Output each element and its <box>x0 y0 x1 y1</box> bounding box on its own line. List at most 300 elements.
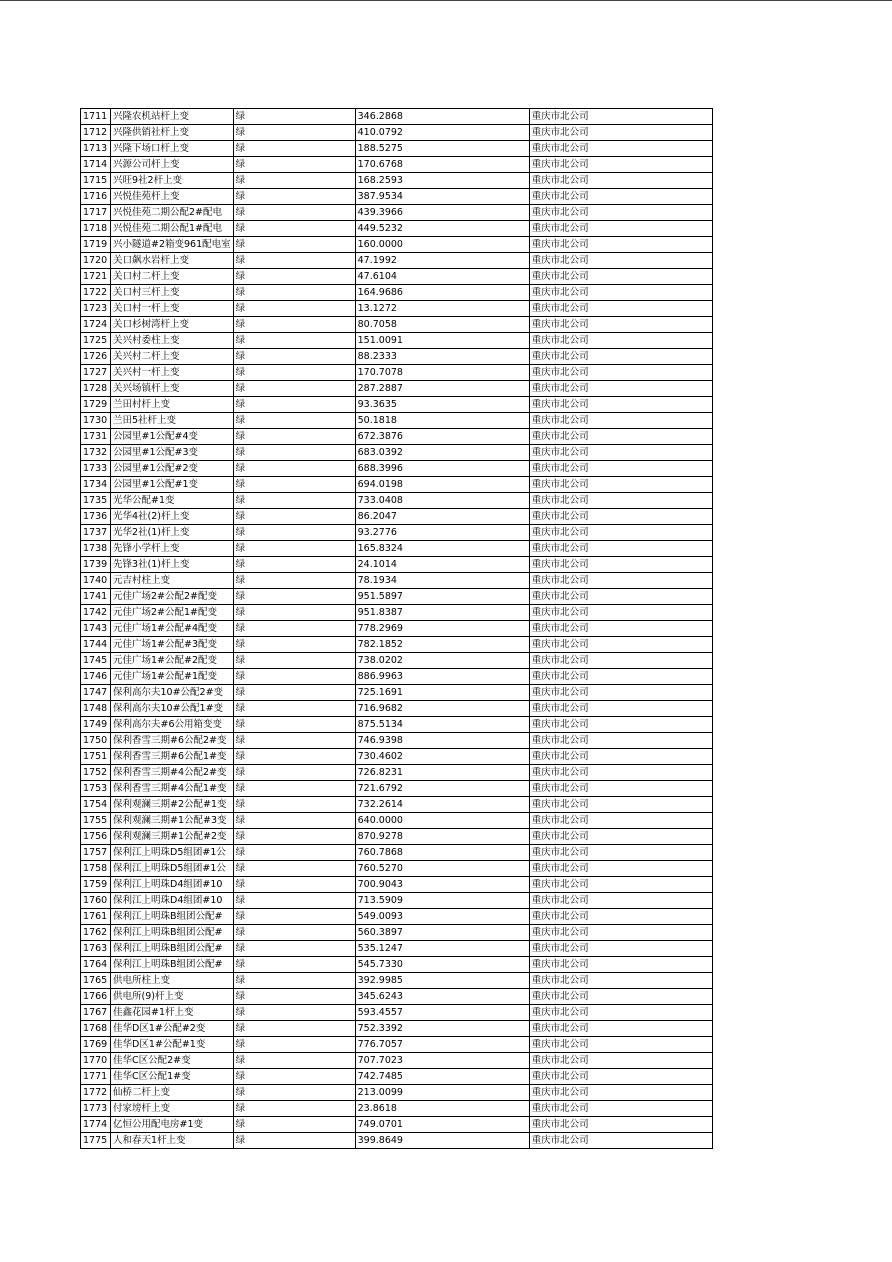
table-row <box>81 541 713 557</box>
row-id-cell: 1768 <box>81 1021 111 1037</box>
row-id-cell: 1718 <box>81 221 111 237</box>
transformer-name-cell: 保利江上明珠B组团公配# <box>111 957 234 973</box>
row-id-cell: 1772 <box>81 1085 111 1101</box>
company-cell: 重庆市北公司 <box>529 573 712 589</box>
status-color-cell: 绿 <box>233 301 355 317</box>
row-id-cell: 1762 <box>81 925 111 941</box>
value-cell: 287.2887 <box>355 381 529 397</box>
value-cell: 80.7058 <box>355 317 529 333</box>
row-id-cell: 1773 <box>81 1101 111 1117</box>
company-cell: 重庆市北公司 <box>529 493 712 509</box>
transformer-name-cell: 关口村三杆上变 <box>111 285 234 301</box>
table-row <box>81 205 713 221</box>
transformer-name-cell: 保利香雪三期#6公配1#变 <box>111 749 234 765</box>
value-cell: 47.1992 <box>355 253 529 269</box>
company-cell: 重庆市北公司 <box>529 797 712 813</box>
value-cell: 439.3966 <box>355 205 529 221</box>
table-row <box>81 685 713 701</box>
value-cell: 726.8231 <box>355 765 529 781</box>
status-color-cell: 绿 <box>233 125 355 141</box>
company-cell: 重庆市北公司 <box>529 1069 712 1085</box>
table-row <box>81 717 713 733</box>
row-id-cell: 1715 <box>81 173 111 189</box>
row-id-cell: 1769 <box>81 1037 111 1053</box>
table-row <box>81 269 713 285</box>
row-id-cell: 1742 <box>81 605 111 621</box>
row-id-cell: 1747 <box>81 685 111 701</box>
transformer-name-cell: 人和春天1杆上变 <box>111 1133 234 1149</box>
status-color-cell: 绿 <box>233 109 355 125</box>
row-id-cell: 1719 <box>81 237 111 253</box>
transformer-name-cell: 保利江上明珠B组团公配# <box>111 909 234 925</box>
transformer-name-cell: 佳华D区1#公配#1变 <box>111 1037 234 1053</box>
table-row <box>81 989 713 1005</box>
table-row <box>81 189 713 205</box>
company-cell: 重庆市北公司 <box>529 893 712 909</box>
company-cell: 重庆市北公司 <box>529 349 712 365</box>
value-cell: 449.5232 <box>355 221 529 237</box>
table-row <box>81 125 713 141</box>
value-cell: 707.7023 <box>355 1053 529 1069</box>
table-row <box>81 1069 713 1085</box>
row-id-cell: 1756 <box>81 829 111 845</box>
value-cell: 78.1934 <box>355 573 529 589</box>
transformer-name-cell: 兰田5社杆上变 <box>111 413 234 429</box>
company-cell: 重庆市北公司 <box>529 477 712 493</box>
value-cell: 760.7868 <box>355 845 529 861</box>
value-cell: 165.8324 <box>355 541 529 557</box>
value-cell: 86.2047 <box>355 509 529 525</box>
row-id-cell: 1714 <box>81 157 111 173</box>
row-id-cell: 1725 <box>81 333 111 349</box>
value-cell: 742.7485 <box>355 1069 529 1085</box>
status-color-cell: 绿 <box>233 653 355 669</box>
status-color-cell: 绿 <box>233 1053 355 1069</box>
status-color-cell: 绿 <box>233 141 355 157</box>
status-color-cell: 绿 <box>233 525 355 541</box>
value-cell: 410.0792 <box>355 125 529 141</box>
row-id-cell: 1767 <box>81 1005 111 1021</box>
company-cell: 重庆市北公司 <box>529 1117 712 1133</box>
transformer-name-cell: 保利江上明珠D5组团#1公 <box>111 845 234 861</box>
transformer-name-cell: 保利江上明珠D4组团#10 <box>111 893 234 909</box>
data-table <box>80 108 713 1149</box>
status-color-cell: 绿 <box>233 429 355 445</box>
value-cell: 170.7078 <box>355 365 529 381</box>
transformer-name-cell: 兴旺9社2杆上变 <box>111 173 234 189</box>
company-cell: 重庆市北公司 <box>529 605 712 621</box>
table-row <box>81 1101 713 1117</box>
transformer-name-cell: 关兴场镇杆上变 <box>111 381 234 397</box>
status-color-cell: 绿 <box>233 413 355 429</box>
transformer-name-cell: 关兴村二杆上变 <box>111 349 234 365</box>
transformer-name-cell: 元佳广场1#公配#4配变 <box>111 621 234 637</box>
row-id-cell: 1755 <box>81 813 111 829</box>
row-id-cell: 1726 <box>81 349 111 365</box>
page-top-border <box>0 0 892 1</box>
company-cell: 重庆市北公司 <box>529 461 712 477</box>
company-cell: 重庆市北公司 <box>529 365 712 381</box>
table-row <box>81 957 713 973</box>
transformer-name-cell: 先锋3社(1)杆上变 <box>111 557 234 573</box>
table-body <box>81 109 713 1149</box>
company-cell: 重庆市北公司 <box>529 173 712 189</box>
transformer-name-cell: 保利观澜三期#1公配#2变 <box>111 829 234 845</box>
transformer-name-cell: 关口村一杆上变 <box>111 301 234 317</box>
status-color-cell: 绿 <box>233 317 355 333</box>
row-id-cell: 1723 <box>81 301 111 317</box>
table-row <box>81 909 713 925</box>
company-cell: 重庆市北公司 <box>529 813 712 829</box>
company-cell: 重庆市北公司 <box>529 653 712 669</box>
row-id-cell: 1717 <box>81 205 111 221</box>
value-cell: 782.1852 <box>355 637 529 653</box>
company-cell: 重庆市北公司 <box>529 1021 712 1037</box>
table-row <box>81 1037 713 1053</box>
row-id-cell: 1741 <box>81 589 111 605</box>
company-cell: 重庆市北公司 <box>529 269 712 285</box>
row-id-cell: 1729 <box>81 397 111 413</box>
company-cell: 重庆市北公司 <box>529 765 712 781</box>
table-row <box>81 653 713 669</box>
table-row <box>81 797 713 813</box>
value-cell: 733.0408 <box>355 493 529 509</box>
table-row <box>81 173 713 189</box>
transformer-name-cell: 亿恒公用配电房#1变 <box>111 1117 234 1133</box>
value-cell: 151.0091 <box>355 333 529 349</box>
status-color-cell: 绿 <box>233 749 355 765</box>
table-row <box>81 605 713 621</box>
transformer-name-cell: 供电所(9)杆上变 <box>111 989 234 1005</box>
company-cell: 重庆市北公司 <box>529 109 712 125</box>
transformer-name-cell: 佳鑫花园#1杆上变 <box>111 1005 234 1021</box>
row-id-cell: 1761 <box>81 909 111 925</box>
company-cell: 重庆市北公司 <box>529 221 712 237</box>
value-cell: 545.7330 <box>355 957 529 973</box>
table-row <box>81 109 713 125</box>
status-color-cell: 绿 <box>233 445 355 461</box>
value-cell: 752.3392 <box>355 1021 529 1037</box>
transformer-name-cell: 关口飙水岩杆上变 <box>111 253 234 269</box>
transformer-name-cell: 兰田村杆上变 <box>111 397 234 413</box>
company-cell: 重庆市北公司 <box>529 141 712 157</box>
value-cell: 535.1247 <box>355 941 529 957</box>
status-color-cell: 绿 <box>233 269 355 285</box>
transformer-name-cell: 兴小隧道#2箱变961配电室 <box>111 237 234 253</box>
table-row <box>81 941 713 957</box>
company-cell: 重庆市北公司 <box>529 701 712 717</box>
value-cell: 593.4557 <box>355 1005 529 1021</box>
row-id-cell: 1738 <box>81 541 111 557</box>
table-row <box>81 669 713 685</box>
company-cell: 重庆市北公司 <box>529 1101 712 1117</box>
company-cell: 重庆市北公司 <box>529 333 712 349</box>
transformer-name-cell: 兴隆供销社杆上变 <box>111 125 234 141</box>
status-color-cell: 绿 <box>233 253 355 269</box>
transformer-name-cell: 元佳广场1#公配#3配变 <box>111 637 234 653</box>
table-row <box>81 1133 713 1149</box>
transformer-name-cell: 佳华C区公配2#变 <box>111 1053 234 1069</box>
transformer-name-cell: 付家塝杆上变 <box>111 1101 234 1117</box>
table-row <box>81 1021 713 1037</box>
transformer-name-cell: 保利香雪三期#4公配2#变 <box>111 765 234 781</box>
status-color-cell: 绿 <box>233 205 355 221</box>
value-cell: 694.0198 <box>355 477 529 493</box>
table-row <box>81 877 713 893</box>
row-id-cell: 1731 <box>81 429 111 445</box>
status-color-cell: 绿 <box>233 1037 355 1053</box>
transformer-name-cell: 元佳广场2#公配2#配变 <box>111 589 234 605</box>
row-id-cell: 1732 <box>81 445 111 461</box>
row-id-cell: 1766 <box>81 989 111 1005</box>
row-id-cell: 1728 <box>81 381 111 397</box>
value-cell: 188.5275 <box>355 141 529 157</box>
company-cell: 重庆市北公司 <box>529 541 712 557</box>
value-cell: 560.3897 <box>355 925 529 941</box>
company-cell: 重庆市北公司 <box>529 989 712 1005</box>
transformer-name-cell: 保利江上明珠D5组团#1公 <box>111 861 234 877</box>
row-id-cell: 1716 <box>81 189 111 205</box>
row-id-cell: 1760 <box>81 893 111 909</box>
row-id-cell: 1764 <box>81 957 111 973</box>
row-id-cell: 1712 <box>81 125 111 141</box>
status-color-cell: 绿 <box>233 829 355 845</box>
value-cell: 732.2614 <box>355 797 529 813</box>
row-id-cell: 1744 <box>81 637 111 653</box>
company-cell: 重庆市北公司 <box>529 1085 712 1101</box>
company-cell: 重庆市北公司 <box>529 253 712 269</box>
row-id-cell: 1736 <box>81 509 111 525</box>
status-color-cell: 绿 <box>233 333 355 349</box>
table-row <box>81 845 713 861</box>
company-cell: 重庆市北公司 <box>529 781 712 797</box>
row-id-cell: 1727 <box>81 365 111 381</box>
status-color-cell: 绿 <box>233 349 355 365</box>
company-cell: 重庆市北公司 <box>529 381 712 397</box>
company-cell: 重庆市北公司 <box>529 301 712 317</box>
status-color-cell: 绿 <box>233 685 355 701</box>
company-cell: 重庆市北公司 <box>529 509 712 525</box>
value-cell: 387.9534 <box>355 189 529 205</box>
status-color-cell: 绿 <box>233 381 355 397</box>
value-cell: 93.2776 <box>355 525 529 541</box>
table-row <box>81 701 713 717</box>
transformer-name-cell: 供电所柱上变 <box>111 973 234 989</box>
row-id-cell: 1745 <box>81 653 111 669</box>
value-cell: 213.0099 <box>355 1085 529 1101</box>
transformer-name-cell: 关兴村委柱上变 <box>111 333 234 349</box>
table-row <box>81 237 713 253</box>
status-color-cell: 绿 <box>233 957 355 973</box>
company-cell: 重庆市北公司 <box>529 413 712 429</box>
value-cell: 760.5270 <box>355 861 529 877</box>
status-color-cell: 绿 <box>233 157 355 173</box>
table-row <box>81 573 713 589</box>
table-row <box>81 813 713 829</box>
status-color-cell: 绿 <box>233 1101 355 1117</box>
row-id-cell: 1737 <box>81 525 111 541</box>
transformer-name-cell: 关口杉树湾杆上变 <box>111 317 234 333</box>
table-row <box>81 749 713 765</box>
company-cell: 重庆市北公司 <box>529 1053 712 1069</box>
table-row <box>81 765 713 781</box>
transformer-name-cell: 保利观澜三期#2公配#1变 <box>111 797 234 813</box>
table-row <box>81 349 713 365</box>
value-cell: 688.3996 <box>355 461 529 477</box>
row-id-cell: 1734 <box>81 477 111 493</box>
row-id-cell: 1765 <box>81 973 111 989</box>
status-color-cell: 绿 <box>233 893 355 909</box>
table-row <box>81 781 713 797</box>
transformer-name-cell: 元吉村柱上变 <box>111 573 234 589</box>
transformer-name-cell: 保利江上明珠B组团公配# <box>111 925 234 941</box>
value-cell: 549.0093 <box>355 909 529 925</box>
row-id-cell: 1740 <box>81 573 111 589</box>
row-id-cell: 1724 <box>81 317 111 333</box>
status-color-cell: 绿 <box>233 237 355 253</box>
row-id-cell: 1735 <box>81 493 111 509</box>
company-cell: 重庆市北公司 <box>529 157 712 173</box>
status-color-cell: 绿 <box>233 285 355 301</box>
transformer-name-cell: 佳华C区公配1#变 <box>111 1069 234 1085</box>
table-row <box>81 1085 713 1101</box>
table-row <box>81 621 713 637</box>
company-cell: 重庆市北公司 <box>529 877 712 893</box>
company-cell: 重庆市北公司 <box>529 749 712 765</box>
status-color-cell: 绿 <box>233 941 355 957</box>
value-cell: 951.5897 <box>355 589 529 605</box>
transformer-name-cell: 兴悦佳苑二期公配1#配电 <box>111 221 234 237</box>
status-color-cell: 绿 <box>233 557 355 573</box>
value-cell: 683.0392 <box>355 445 529 461</box>
table-row <box>81 1117 713 1133</box>
table-row <box>81 525 713 541</box>
value-cell: 93.3635 <box>355 397 529 413</box>
value-cell: 713.5909 <box>355 893 529 909</box>
table-row <box>81 893 713 909</box>
row-id-cell: 1771 <box>81 1069 111 1085</box>
row-id-cell: 1751 <box>81 749 111 765</box>
value-cell: 50.1818 <box>355 413 529 429</box>
company-cell: 重庆市北公司 <box>529 429 712 445</box>
transformer-name-cell: 保利香雪三期#6公配2#变 <box>111 733 234 749</box>
value-cell: 746.9398 <box>355 733 529 749</box>
value-cell: 24.1014 <box>355 557 529 573</box>
company-cell: 重庆市北公司 <box>529 285 712 301</box>
status-color-cell: 绿 <box>233 989 355 1005</box>
transformer-name-cell: 保利观澜三期#1公配#3变 <box>111 813 234 829</box>
company-cell: 重庆市北公司 <box>529 925 712 941</box>
row-id-cell: 1713 <box>81 141 111 157</box>
value-cell: 168.2593 <box>355 173 529 189</box>
value-cell: 749.0701 <box>355 1117 529 1133</box>
row-id-cell: 1749 <box>81 717 111 733</box>
row-id-cell: 1775 <box>81 1133 111 1149</box>
row-id-cell: 1757 <box>81 845 111 861</box>
company-cell: 重庆市北公司 <box>529 861 712 877</box>
transformer-name-cell: 保利香雪三期#4公配1#变 <box>111 781 234 797</box>
value-cell: 700.9043 <box>355 877 529 893</box>
table-row <box>81 461 713 477</box>
value-cell: 346.2868 <box>355 109 529 125</box>
row-id-cell: 1759 <box>81 877 111 893</box>
company-cell: 重庆市北公司 <box>529 525 712 541</box>
table-row <box>81 637 713 653</box>
company-cell: 重庆市北公司 <box>529 1005 712 1021</box>
transformer-name-cell: 佳华D区1#公配#2变 <box>111 1021 234 1037</box>
status-color-cell: 绿 <box>233 173 355 189</box>
table-row <box>81 493 713 509</box>
value-cell: 886.9963 <box>355 669 529 685</box>
transformer-name-cell: 保利高尔夫#6公用箱变变 <box>111 717 234 733</box>
transformer-name-cell: 公园里#1公配#3变 <box>111 445 234 461</box>
status-color-cell: 绿 <box>233 189 355 205</box>
row-id-cell: 1763 <box>81 941 111 957</box>
table-row <box>81 413 713 429</box>
transformer-name-cell: 保利高尔夫10#公配1#变 <box>111 701 234 717</box>
table-row <box>81 973 713 989</box>
status-color-cell: 绿 <box>233 1085 355 1101</box>
transformer-name-cell: 兴悦佳苑二期公配2#配电 <box>111 205 234 221</box>
status-color-cell: 绿 <box>233 797 355 813</box>
status-color-cell: 绿 <box>233 637 355 653</box>
row-id-cell: 1758 <box>81 861 111 877</box>
row-id-cell: 1730 <box>81 413 111 429</box>
table-row <box>81 141 713 157</box>
table-row <box>81 925 713 941</box>
company-cell: 重庆市北公司 <box>529 941 712 957</box>
row-id-cell: 1746 <box>81 669 111 685</box>
company-cell: 重庆市北公司 <box>529 957 712 973</box>
table-row <box>81 301 713 317</box>
value-cell: 951.8387 <box>355 605 529 621</box>
row-id-cell: 1754 <box>81 797 111 813</box>
status-color-cell: 绿 <box>233 621 355 637</box>
company-cell: 重庆市北公司 <box>529 397 712 413</box>
transformer-name-cell: 光华2社(1)杆上变 <box>111 525 234 541</box>
transformer-name-cell: 保利江上明珠D4组团#10 <box>111 877 234 893</box>
transformer-name-cell: 关兴村一杆上变 <box>111 365 234 381</box>
status-color-cell: 绿 <box>233 845 355 861</box>
table-row <box>81 381 713 397</box>
row-id-cell: 1711 <box>81 109 111 125</box>
company-cell: 重庆市北公司 <box>529 733 712 749</box>
company-cell: 重庆市北公司 <box>529 125 712 141</box>
status-color-cell: 绿 <box>233 813 355 829</box>
status-color-cell: 绿 <box>233 397 355 413</box>
value-cell: 721.6792 <box>355 781 529 797</box>
value-cell: 345.6243 <box>355 989 529 1005</box>
value-cell: 725.1691 <box>355 685 529 701</box>
status-color-cell: 绿 <box>233 541 355 557</box>
row-id-cell: 1722 <box>81 285 111 301</box>
transformer-name-cell: 元佳广场2#公配1#配变 <box>111 605 234 621</box>
value-cell: 730.4602 <box>355 749 529 765</box>
status-color-cell: 绿 <box>233 605 355 621</box>
value-cell: 47.6104 <box>355 269 529 285</box>
company-cell: 重庆市北公司 <box>529 317 712 333</box>
transformer-name-cell: 保利高尔夫10#公配2#变 <box>111 685 234 701</box>
value-cell: 13.1272 <box>355 301 529 317</box>
row-id-cell: 1753 <box>81 781 111 797</box>
value-cell: 88.2333 <box>355 349 529 365</box>
status-color-cell: 绿 <box>233 365 355 381</box>
company-cell: 重庆市北公司 <box>529 557 712 573</box>
status-color-cell: 绿 <box>233 1005 355 1021</box>
status-color-cell: 绿 <box>233 1117 355 1133</box>
value-cell: 392.9985 <box>355 973 529 989</box>
status-color-cell: 绿 <box>233 781 355 797</box>
